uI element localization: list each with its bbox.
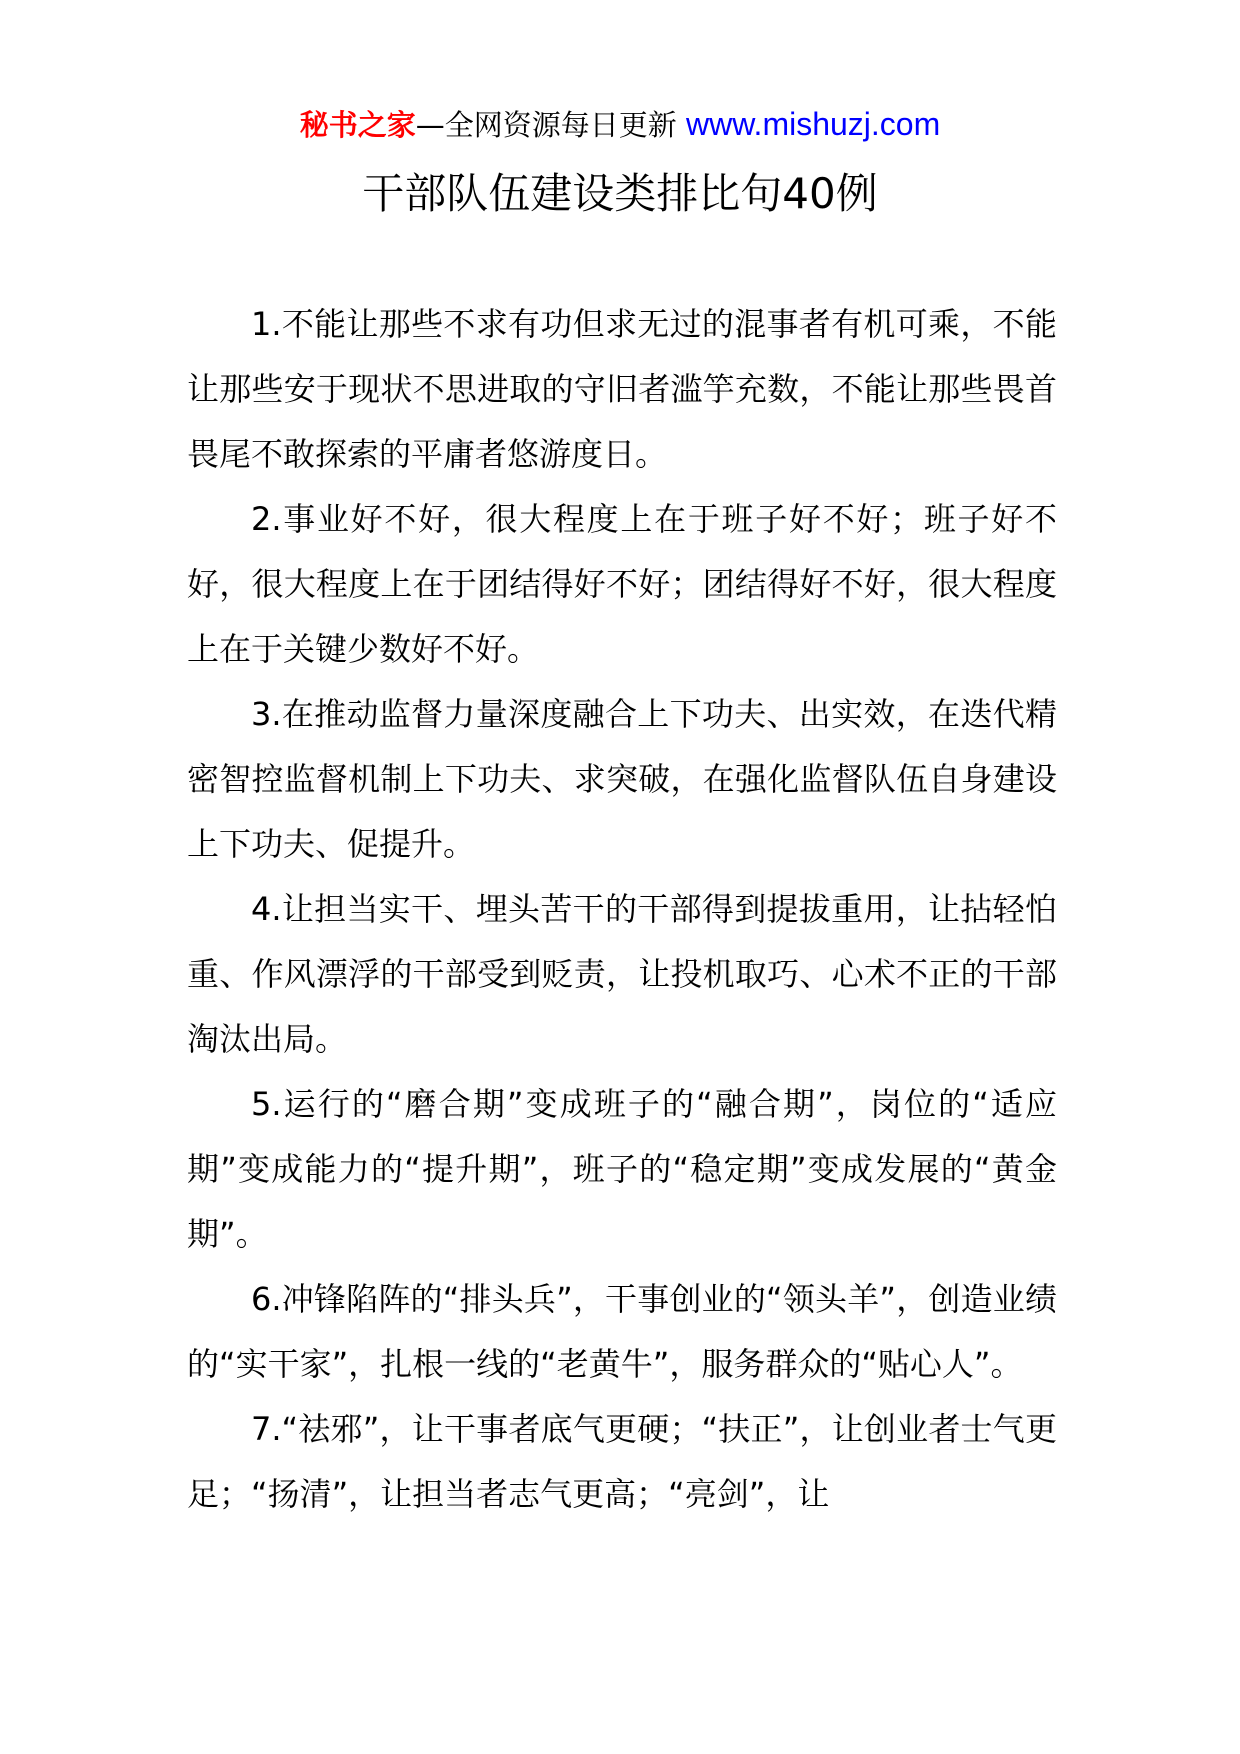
document-body [187,292,1057,1527]
site-url-link[interactable]: www.mishuzj.com [685,106,941,142]
paragraph-1: 1.不能让那些不求有功但求无过的混事者有机可乘，不能让那些安于现状不思进取的守旧者滥竽充数，不能让那些畏首畏尾不敢探索的平庸者悠游度日。 [187,305,1057,473]
paragraph-5: 5.运行的“磨合期”变成班子的“融合期”，岗位的“适应期”变成能力的“提升期”，班子的“稳定期”变成发展的“黄金期”。 [187,1085,1057,1253]
brand-name: 秘书之家 [299,108,416,142]
document-title: 干部队伍建设类排比句40例 [362,169,878,218]
paragraph-6: 6.冲锋陷阵的“排头兵”，干事创业的“领头羊”，创造业绩的“实干家”，扎根一线的“老黄牛”，服务群众的“贴心人”。 [187,1280,1057,1383]
site-header [0,104,1240,145]
paragraph-4: 4.让担当实干、埋头苦干的干部得到提拔重用，让拈轻怕重、作风漂浮的干部受到贬责，让投机取巧、心术不正的干部淘汰出局。 [187,890,1057,1058]
paragraph-2: 2.事业好不好，很大程度上在于班子好不好；班子好不好，很大程度上在于团结得好不好；团结得好不好，很大程度上在于关键少数好不好。 [187,500,1057,668]
paragraph-3: 3.在推动监督力量深度融合上下功夫、出实效，在迭代精密智控监督机制上下功夫、求突破，在强化监督队伍自身建设上下功夫、促提升。 [187,695,1057,863]
header-tagline: —全网资源每日更新 [415,108,677,142]
paragraph-7: 7.“祛邪”，让干事者底气更硬；“扶正”，让创业者士气更足；“扬清”，让担当者志气更高；“亮剑”，让 [187,1410,1057,1513]
